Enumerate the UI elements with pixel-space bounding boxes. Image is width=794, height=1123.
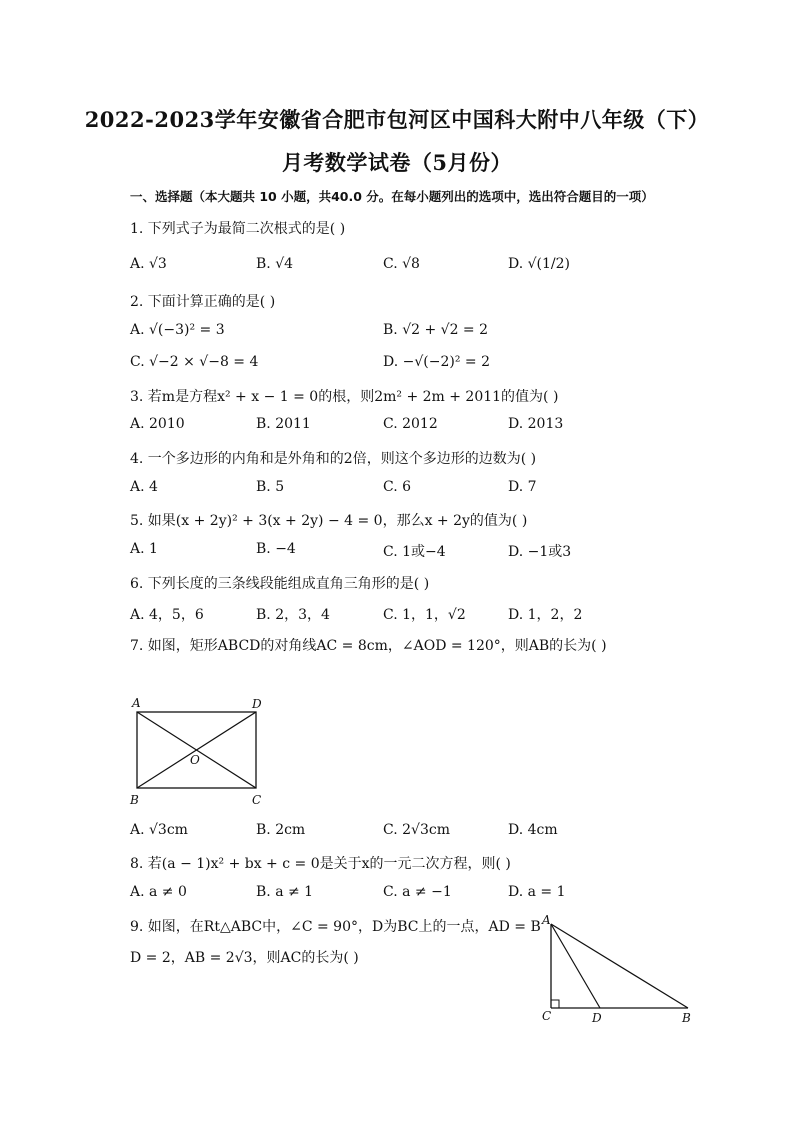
section-heading: 一、选择题（本大题共 10 小题，共40.0 分。在每小题列出的选项中，选出符合题目的一项） — [130, 189, 654, 204]
q1-option-c: C. √8 — [383, 256, 420, 272]
q8-option-d: D. a = 1 — [508, 884, 566, 900]
q5-option-b: B. −4 — [256, 541, 296, 557]
question-9-stem-continued: D = 2，AB = 2√3，则AC的长为( ) — [130, 950, 359, 966]
q6-option-b: B. 2，3，4 — [256, 607, 330, 623]
q3-option-d: D. 2013 — [508, 416, 564, 432]
right-triangle-figure — [536, 912, 706, 1027]
q8-option-a: A. a ≠ 0 — [130, 884, 187, 900]
q5-option-a: A. 1 — [130, 541, 158, 557]
q5-option-c: C. 1或−4 — [383, 544, 446, 560]
question-4-stem: 4. 一个多边形的内角和是外角和的2倍，则这个多边形的边数为( ) — [130, 451, 537, 467]
q8-option-c: C. a ≠ −1 — [383, 884, 452, 900]
q6-option-c: C. 1，1，√2 — [383, 607, 466, 623]
q4-option-c: C. 6 — [383, 479, 412, 495]
vertex-label-a: A — [542, 913, 551, 927]
q6-option-d: D. 1，2，2 — [508, 607, 583, 623]
rectangle-abcd-figure — [126, 694, 276, 809]
q2-option-b: B. √2 + √2 = 2 — [383, 322, 489, 338]
paper-title-line1: 2022-2023学年安徽省合肥市包河区中国科大附中八年级（下） — [84, 107, 710, 132]
q2-option-d: D. −√(−2)² = 2 — [383, 354, 490, 370]
q3-option-c: C. 2012 — [383, 416, 438, 432]
question-6-stem: 6. 下列长度的三条线段能组成直角三角形的是( ) — [130, 576, 430, 592]
question-8-stem: 8. 若(a − 1)x² + bx + c = 0是关于x的一元二次方程，则( ) — [130, 856, 511, 872]
q4-option-b: B. 5 — [256, 479, 285, 495]
vertex-label-c: C — [252, 793, 262, 807]
question-5-stem: 5. 如果(x + 2y)² + 3(x + 2y) − 4 = 0，那么x + 2y的值为( ) — [130, 513, 528, 529]
side-ab — [551, 924, 688, 1008]
q2-option-c: C. √−2 × √−8 = 4 — [130, 354, 259, 370]
q7-option-b: B. 2cm — [256, 822, 306, 838]
q7-option-d: D. 4cm — [508, 822, 558, 838]
q6-option-a: A. 4，5，6 — [130, 607, 204, 623]
question-1-stem: 1. 下列式子为最简二次根式的是( ) — [130, 221, 346, 237]
q4-option-d: D. 7 — [508, 479, 537, 495]
right-angle-mark — [551, 1000, 559, 1008]
question-2-stem: 2. 下面计算正确的是( ) — [130, 294, 276, 310]
vertex-label-d: D — [252, 697, 262, 711]
paper-title-line2: 月考数学试卷（5月份） — [281, 150, 513, 175]
vertex-label-c: C — [542, 1009, 552, 1023]
question-7-stem: 7. 如图，矩形ABCD的对角线AC = 8cm，∠AOD = 120°，则AB的长为( ) — [130, 638, 607, 654]
q8-option-b: B. a ≠ 1 — [256, 884, 314, 900]
question-9-stem: 9. 如图，在Rt△ABC中，∠C = 90°，D为BC上的一点，AD = B — [130, 919, 541, 935]
q1-option-a: A. √3 — [130, 256, 167, 272]
q5-option-d: D. −1或3 — [508, 544, 572, 560]
question-3-stem: 3. 若m是方程x² + x − 1 = 0的根，则2m² + 2m + 2011的值为( ) — [130, 389, 559, 405]
q1-option-b: B. √4 — [256, 256, 294, 272]
q7-option-c: C. 2√3cm — [383, 822, 450, 838]
segment-ad — [551, 924, 600, 1008]
vertex-label-d: D — [592, 1011, 602, 1025]
vertex-label-b: B — [682, 1011, 691, 1025]
vertex-label-a: A — [132, 696, 141, 710]
q7-option-a: A. √3cm — [130, 822, 188, 838]
q4-option-a: A. 4 — [130, 479, 158, 495]
q3-option-a: A. 2010 — [130, 416, 185, 432]
q1-option-d: D. √(1/2) — [508, 256, 571, 272]
q3-option-b: B. 2011 — [256, 416, 311, 432]
q2-option-a: A. √(−3)² = 3 — [130, 322, 225, 338]
vertex-label-b: B — [130, 793, 139, 807]
vertex-label-o: O — [190, 753, 200, 767]
